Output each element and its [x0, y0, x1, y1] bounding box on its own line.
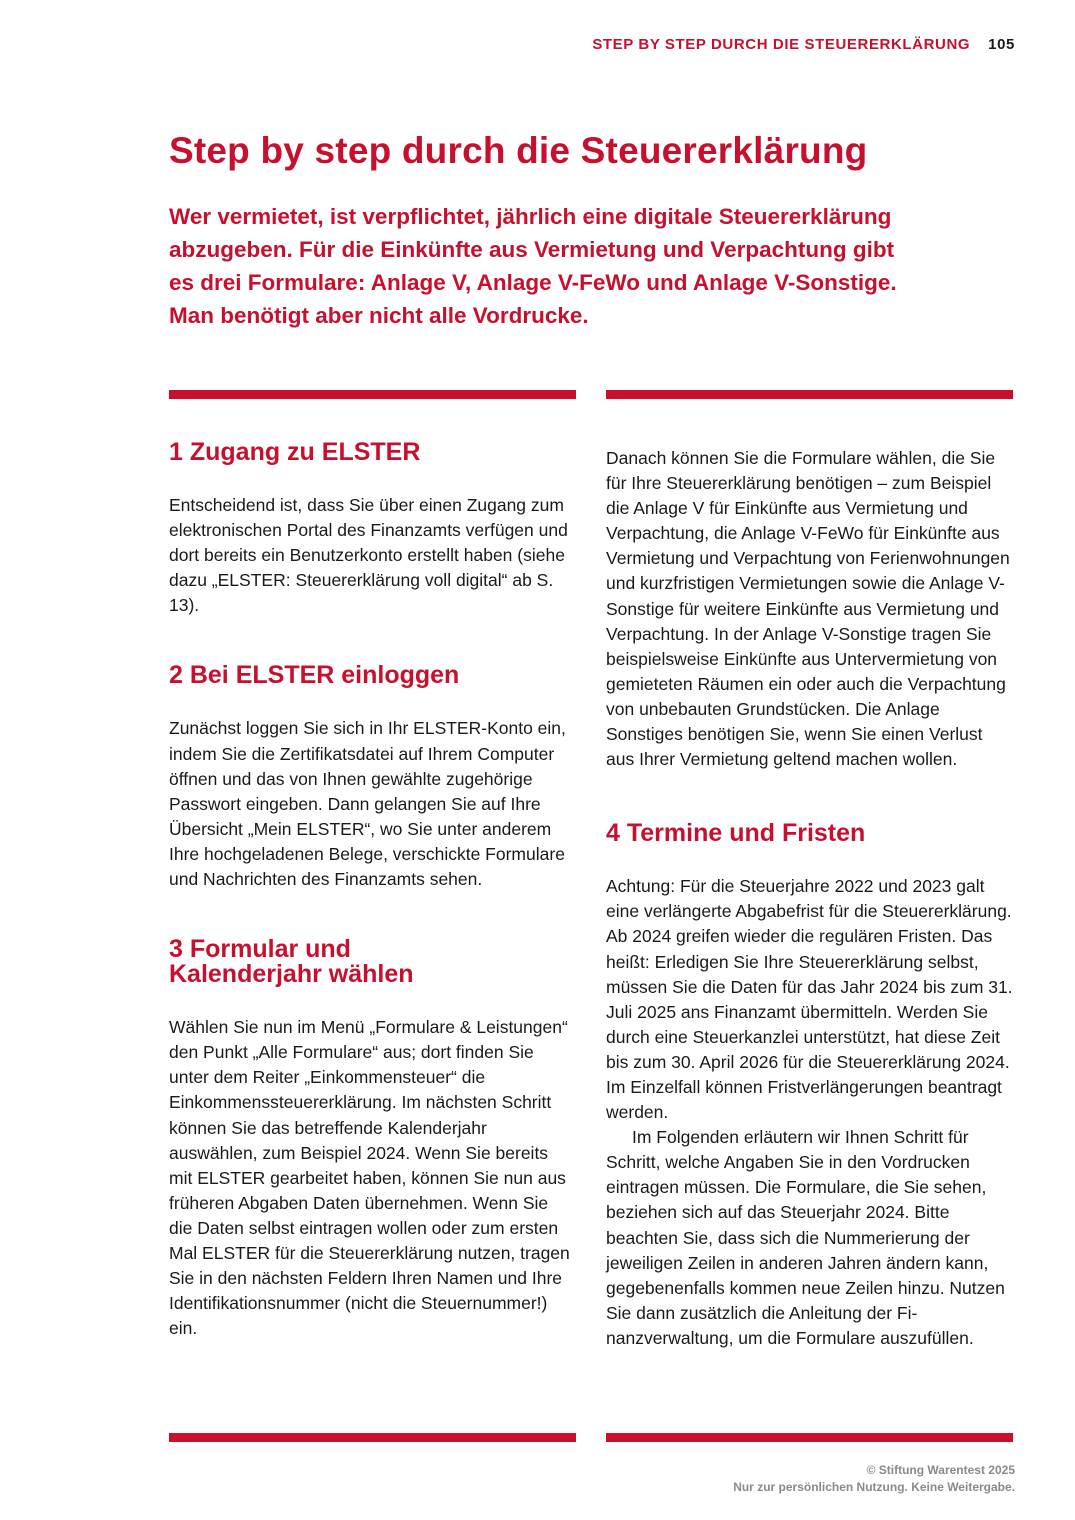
running-title: STEP BY STEP DURCH DIE STEUERERKLÄRUNG — [592, 36, 971, 53]
bottom-left-divider — [169, 1433, 576, 1442]
bottom-right-divider — [606, 1433, 1013, 1442]
section-3-continued: Danach können Sie die Formulare wählen, die Sie für Ihre Steuererklärung benötigen – zum Beispiel die Anlage V für Einkünfte aus Vermietung und Verpachtung, die Anlage V-FeWo für Einkünfte aus Vermietung und Verpachtung von Ferienwohnungen und kurzfristigen Vermietungen sowie die Anlage V-Sonstige für weitere Einkünfte aus Vermietung und Verpachtung. In der Anlage V-Sonstige tragen Sie beispielsweise Einkünfte aus Untervermietung von gemieteten Räumen ein oder auch die Verpachtung von unbebauten Grundstücken. Die Anlage Sonstiges benötigen Sie, wenn Sie einen Verlust aus Ihrer Vermietung geltend machen wollen. — [606, 448, 1010, 770]
section-4-heading: 4 Termine und Fristen — [606, 819, 866, 848]
top-left-divider — [169, 390, 576, 399]
footer — [733, 1462, 1015, 1496]
section-3-heading-line-2: Kalenderjahr wählen — [169, 960, 414, 989]
top-right-divider — [606, 390, 1013, 399]
running-head — [592, 36, 1015, 53]
section-2-heading: 2 Bei ELSTER einloggen — [169, 661, 460, 690]
section-4-body-2: Im Folgenden erläutern wir Ihnen Schritt für Schritt, welche Angaben Sie in den Vordrucken eintragen müssen. Die Formulare, die Sie sehen, beziehen sich auf das Steuerjahr 2024. Bitte beachten Sie, dass sich die Nummerierung der jeweiligen Zeilen in anderen Jahren ändern kann, gegebenenfalls kommen neue Zeilen hinzu. Nutzen Sie dann zusätzlich die Anleitung der Finanzverwaltung, um die Formulare auszufüllen. — [606, 1127, 1005, 1348]
lead-paragraph: Wer vermietet, ist verpflichtet, jährlich eine digitale Steuererklärung abzugeben. Für die Einkünfte aus Vermietung und Verpachtung gibt es drei Formulare: Anlage V, Anlage V-FeWo und Anlage V-Sonstige. Man benötigt aber nicht alle Vordrucke. — [169, 204, 897, 328]
section-3-heading-line-1: 3 Formular und — [169, 935, 351, 964]
section-3-heading — [169, 937, 576, 987]
section-2-body: Zunächst loggen Sie sich in Ihr ELSTER-Konto ein, indem Sie die Zertifikatsdatei auf Ihrem Computer öffnen und das von Ihnen gewählte zugehörige Passwort eingeben. Dann gelangen Sie auf Ihre Übersicht „Mein ELSTER“, wo Sie unter anderem Ihre hochgeladenen Belege, verschickte Formulare und Nachrichten des Finanzamts sehen. — [169, 718, 566, 890]
section-1-heading: 1 Zugang zu ELSTER — [169, 438, 421, 466]
left-column — [169, 440, 576, 1386]
footer-copyright: © Stiftung Warentest 2025 — [866, 1463, 1015, 1477]
page-title: Step by step durch die Steuererklärung — [169, 130, 868, 171]
right-column — [606, 446, 1013, 1351]
section-4-body-1: Achtung: Für die Steuerjahre 2022 und 2023 galt eine verlängerte Abgabefrist für die Steuererklärung. Ab 2024 greifen wieder die regulären Fristen. Das heißt: Erledigen Sie Ihre Steuererklärung selbst, müssen Sie die Daten für das Jahr 2024 bis zum 31. Juli 2025 ans Finanzamt übermitteln. Werden Sie durch eine Steuerkanzlei unterstützt, hat diese Zeit bis zum 30. April 2026 für die Steuererklärung 2024. Im Einzelfall können Fristverlängerungen beantragt werden. — [606, 876, 1013, 1123]
footer-notice: Nur zur persönlichen Nutzung. Keine Weitergabe. — [733, 1480, 1015, 1494]
section-3-body: Wählen Sie nun im Menü „Formulare & Leistungen“ den Punkt „Alle Formulare“ aus; dort finden Sie unter dem Reiter „Einkommensteuer“ die Einkommenssteuererklärung. Im nächsten Schritt können Sie das betreffende Kalenderjahr auswählen, zum Beispiel 2024. Wenn Sie bereits mit ELSTER gearbeitet haben, können Sie nun aus früheren Abgaben Daten übernehmen. Wenn Sie die Daten selbst eintragen wollen oder zum ersten Mal ELSTER für die Steuererklärung nutzen, tragen Sie in den nächsten Feldern Ihren Namen und Ihre Identifikationsnummer (nicht die Steuernummer!) ein. — [169, 1017, 570, 1339]
page-number: 105 — [988, 36, 1015, 53]
section-1-body: Entscheidend ist, dass Sie über einen Zugang zum elektronischen Portal des Finanzamts verfügen und dort bereits ein Benutzerkonto erstellt haben (siehe dazu „ELSTER: Steuererklärung voll digital“ ab S. 13). — [169, 495, 568, 616]
